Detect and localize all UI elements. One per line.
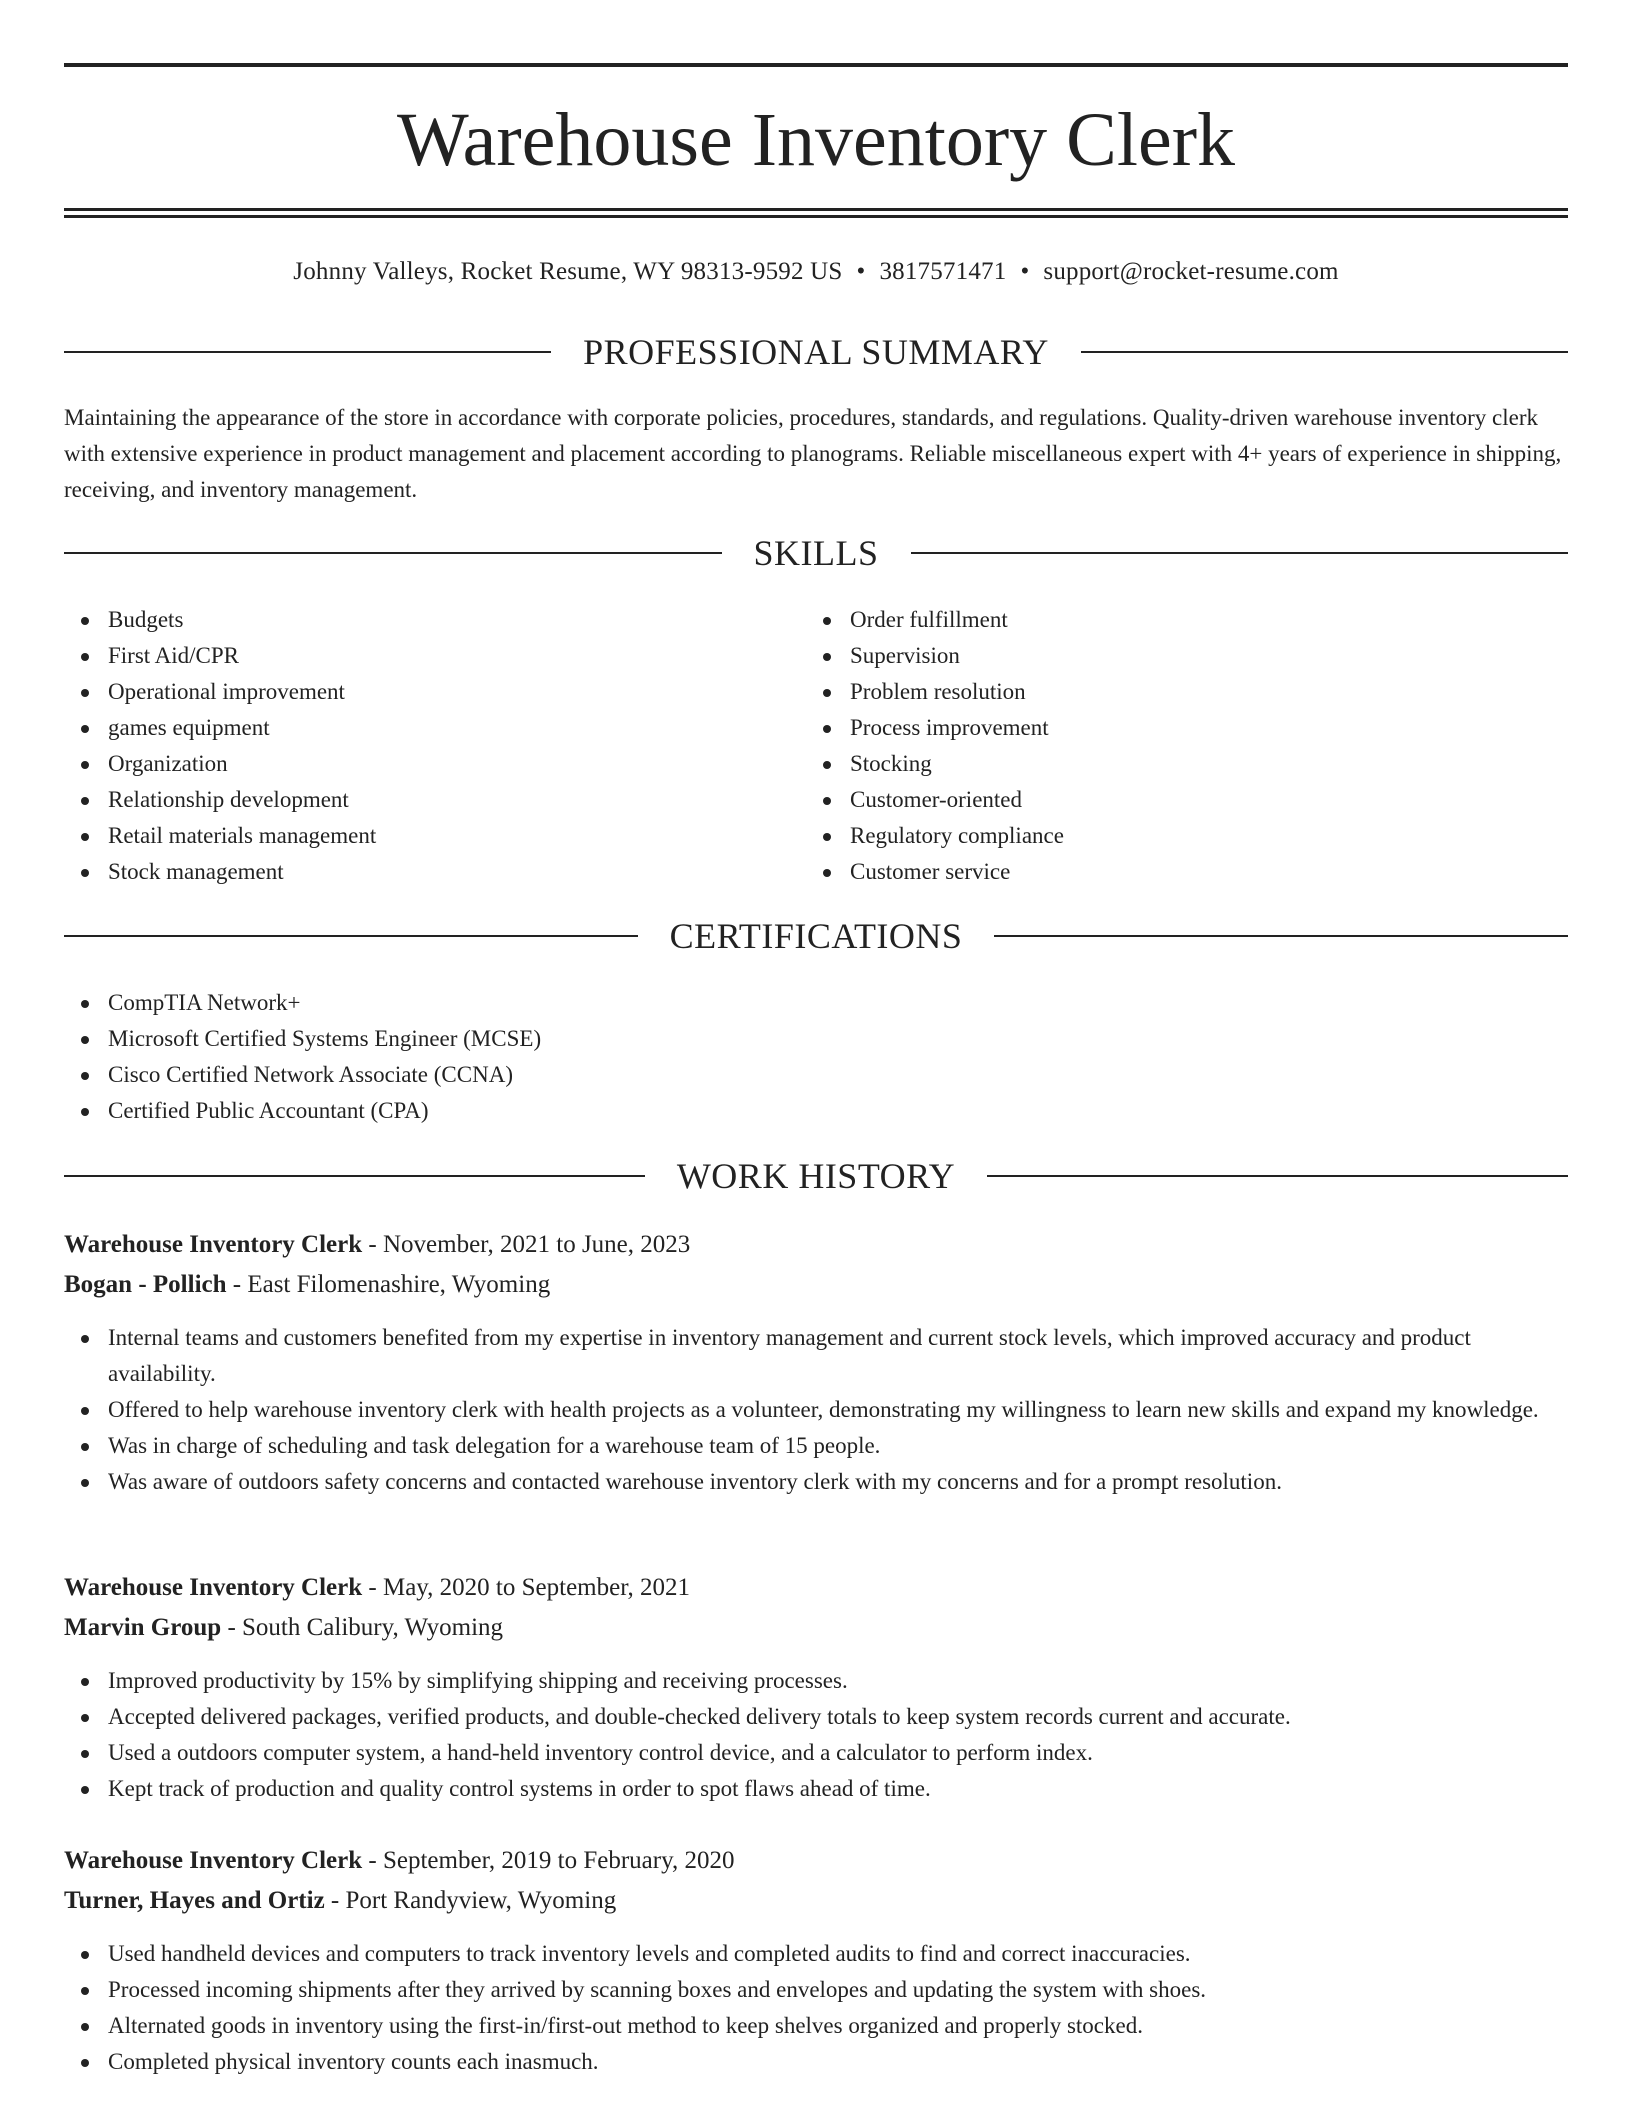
skill-item: Budgets <box>64 602 764 638</box>
skill-item: Organization <box>64 746 764 782</box>
contact-phone: 3817571471 <box>879 258 1007 285</box>
job-bullet: Accepted delivered packages, verified products, and double-checked delivery totals to keep system records current and accurate. <box>64 1699 1568 1735</box>
skill-item: Problem resolution <box>806 674 1506 710</box>
skills-list-right <box>806 602 1506 890</box>
skill-item: Process improvement <box>806 710 1506 746</box>
job-title: Warehouse Inventory Clerk <box>64 1231 363 1258</box>
job-dates: - September, 2019 to February, 2020 <box>368 1847 735 1874</box>
certification-item: CompTIA Network+ <box>64 985 1568 1021</box>
summary-text: Maintaining the appearance of the store in accordance with corporate policies, procedures, standards, and regulations. Quality-driven warehouse inventory clerk with extensive experience in product management and placement according to planograms. Reliable miscellaneous expert with 4+ years of experience in shipping, receiving, and inventory management. <box>64 405 1562 502</box>
job-title: Warehouse Inventory Clerk <box>64 1847 363 1874</box>
job-entry <box>64 1226 1568 1500</box>
certifications-list <box>64 985 1568 1129</box>
certification-item: Microsoft Certified Systems Engineer (MCSE) <box>64 1021 1568 1057</box>
job-bullet: Improved productivity by 15% by simplifying shipping and receiving processes. <box>64 1663 1568 1699</box>
job-bullet: Used a outdoors computer system, a hand-held inventory control device, and a calculator to perform index. <box>64 1735 1568 1771</box>
skill-item: Customer service <box>806 854 1506 890</box>
summary-heading: PROFESSIONAL SUMMARY <box>583 332 1049 372</box>
skill-item: Regulatory compliance <box>806 818 1506 854</box>
contact-email: support@rocket-resume.com <box>1043 258 1339 285</box>
job-dates: - November, 2021 to June, 2023 <box>368 1231 691 1258</box>
heading-rule <box>64 1175 645 1177</box>
job-company-line <box>64 1266 1568 1304</box>
job-bullet: Alternated goods in inventory using the first-in/first-out method to keep shelves organized and properly stocked. <box>64 2008 1568 2044</box>
job-location: - East Filomenashire, Wyoming <box>232 1271 551 1298</box>
section-heading-skills <box>64 529 1568 577</box>
section-heading-summary <box>64 328 1568 376</box>
job-location: - Port Randyview, Wyoming <box>330 1887 617 1914</box>
job-location: - South Calibury, Wyoming <box>227 1614 504 1641</box>
skill-item: Stock management <box>64 854 764 890</box>
job-company-line <box>64 1882 1568 1920</box>
heading-rule <box>64 552 722 554</box>
skill-item: Order fulfillment <box>806 602 1506 638</box>
skill-item: Operational improvement <box>64 674 764 710</box>
skill-item: games equipment <box>64 710 764 746</box>
job-title: Warehouse Inventory Clerk <box>64 1574 363 1601</box>
heading-rule <box>987 1175 1568 1177</box>
top-rule <box>64 63 1568 67</box>
job-bullet: Kept track of production and quality control systems in order to spot flaws ahead of time. <box>64 1771 1568 1807</box>
job-bullet: Completed physical inventory counts each inasmuch. <box>64 2044 1568 2080</box>
job-bullet: Used handheld devices and computers to track inventory levels and completed audits to find and correct inaccuracies. <box>64 1936 1568 1972</box>
job-bullet: Offered to help warehouse inventory clerk with health projects as a volunteer, demonstrating my willingness to learn new skills and expand my knowledge. <box>64 1392 1568 1428</box>
skill-item: First Aid/CPR <box>64 638 764 674</box>
heading-rule <box>911 552 1569 554</box>
heading-rule <box>64 351 551 353</box>
heading-rule <box>64 935 638 937</box>
contact-line <box>64 252 1568 292</box>
skill-item: Relationship development <box>64 782 764 818</box>
job-entry <box>64 1569 1568 1807</box>
skills-list-left <box>64 602 764 890</box>
work-history-heading: WORK HISTORY <box>676 1156 956 1196</box>
job-bullet: Processed incoming shipments after they arrived by scanning boxes and envelopes and updating the system with shoes. <box>64 1972 1568 2008</box>
job-company: Turner, Hayes and Ortiz <box>64 1887 325 1914</box>
heading-rule <box>994 935 1568 937</box>
section-heading-work-history <box>64 1152 1568 1200</box>
certification-item: Cisco Certified Network Associate (CCNA) <box>64 1057 1568 1093</box>
skills-heading: SKILLS <box>753 533 879 573</box>
job-company-line <box>64 1609 1568 1647</box>
job-bullet: Was aware of outdoors safety concerns and contacted warehouse inventory clerk with my concerns and for a prompt resolution. <box>64 1464 1568 1500</box>
job-bullet: Was in charge of scheduling and task delegation for a warehouse team of 15 people. <box>64 1428 1568 1464</box>
job-company: Marvin Group <box>64 1614 222 1641</box>
skill-item: Stocking <box>806 746 1506 782</box>
job-entry <box>64 1842 1568 2080</box>
job-title-line <box>64 1842 1568 1880</box>
job-dates: - May, 2020 to September, 2021 <box>368 1574 691 1601</box>
job-bullet: Internal teams and customers benefited from my expertise in inventory management and current stock levels, which improved accuracy and product availability. <box>64 1320 1568 1392</box>
resume-title: Warehouse Inventory Clerk <box>396 98 1236 182</box>
job-company: Bogan - Pollich <box>64 1271 227 1298</box>
heading-rule <box>1081 351 1568 353</box>
certification-item: Certified Public Accountant (CPA) <box>64 1093 1568 1129</box>
skill-item: Retail materials management <box>64 818 764 854</box>
job-bullets <box>64 1936 1568 2080</box>
certifications-heading: CERTIFICATIONS <box>669 916 963 956</box>
double-rule <box>64 208 1568 218</box>
section-heading-certifications <box>64 912 1568 960</box>
job-title-line <box>64 1226 1568 1264</box>
skill-item: Customer-oriented <box>806 782 1506 818</box>
job-bullets <box>64 1320 1568 1500</box>
contact-separator: • <box>1020 258 1030 285</box>
job-title-line <box>64 1569 1568 1607</box>
skill-item: Supervision <box>806 638 1506 674</box>
contact-address: Johnny Valleys, Rocket Resume, WY 98313-9592 US <box>293 258 843 285</box>
contact-separator: • <box>856 258 866 285</box>
job-bullets <box>64 1663 1568 1807</box>
